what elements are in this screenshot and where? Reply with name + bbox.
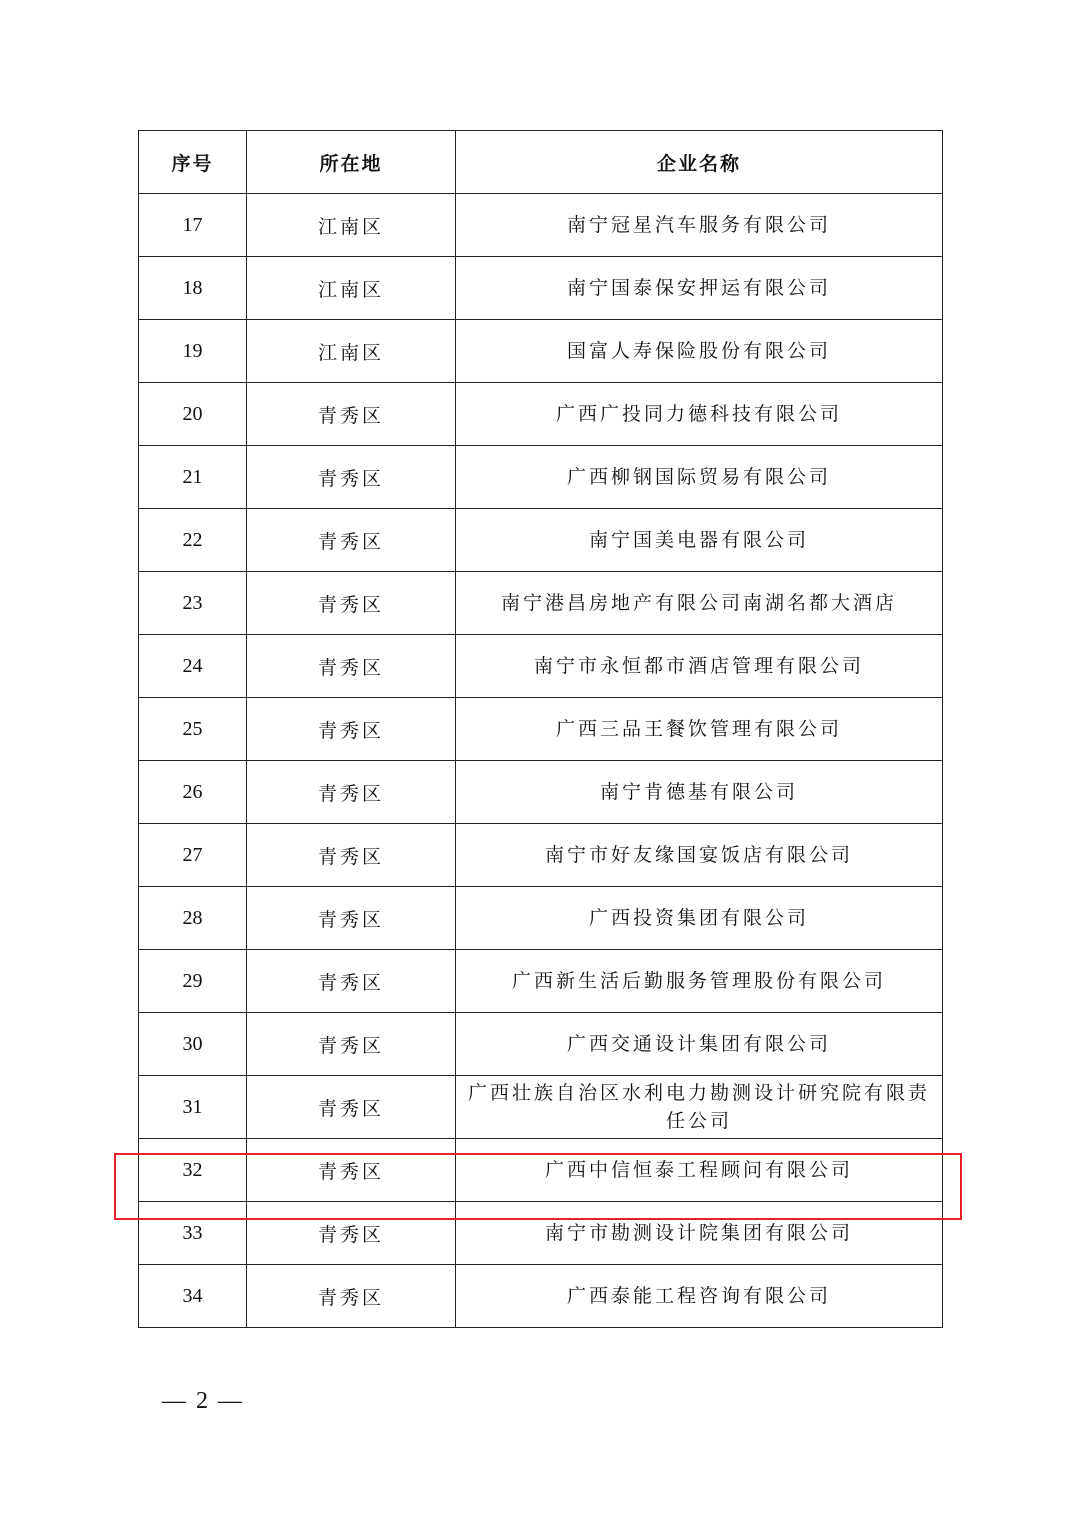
table-row — [139, 698, 943, 761]
row-company-name: 广西壮族自治区水利电力勘测设计研究院有限责任公司 — [456, 1076, 943, 1139]
table-row — [139, 635, 943, 698]
table-row — [139, 446, 943, 509]
row-company-name: 广西泰能工程咨询有限公司 — [456, 1265, 943, 1328]
row-serial-number: 29 — [139, 950, 247, 1013]
row-serial-number: 21 — [139, 446, 247, 509]
table-row — [139, 509, 943, 572]
header-location: 所在地 — [247, 131, 456, 194]
row-serial-number: 31 — [139, 1076, 247, 1139]
table-row — [139, 761, 943, 824]
row-company-name: 南宁冠星汽车服务有限公司 — [456, 194, 943, 257]
row-serial-number: 34 — [139, 1265, 247, 1328]
table-row-highlighted — [139, 1139, 943, 1202]
row-company-name: 南宁国美电器有限公司 — [456, 509, 943, 572]
row-location: 江南区 — [247, 194, 456, 257]
table-row — [139, 887, 943, 950]
row-serial-number: 20 — [139, 383, 247, 446]
row-company-name: 广西广投同力德科技有限公司 — [456, 383, 943, 446]
header-serial-number: 序号 — [139, 131, 247, 194]
table-body — [139, 194, 943, 1328]
row-company-name: 南宁国泰保安押运有限公司 — [456, 257, 943, 320]
table-row — [139, 824, 943, 887]
row-company-name: 南宁市勘测设计院集团有限公司 — [456, 1202, 943, 1265]
row-company-name: 南宁市好友缘国宴饭店有限公司 — [456, 824, 943, 887]
row-serial-number: 28 — [139, 887, 247, 950]
row-location: 青秀区 — [247, 1076, 456, 1139]
row-serial-number: 23 — [139, 572, 247, 635]
row-location: 青秀区 — [247, 572, 456, 635]
row-company-name: 南宁港昌房地产有限公司南湖名都大酒店 — [456, 572, 943, 635]
row-serial-number: 30 — [139, 1013, 247, 1076]
row-company-name: 南宁肯德基有限公司 — [456, 761, 943, 824]
row-location: 江南区 — [247, 257, 456, 320]
row-location: 青秀区 — [247, 1202, 456, 1265]
table-row — [139, 1265, 943, 1328]
row-location: 江南区 — [247, 320, 456, 383]
row-serial-number: 17 — [139, 194, 247, 257]
row-location: 青秀区 — [247, 1265, 456, 1328]
row-serial-number: 19 — [139, 320, 247, 383]
table-row — [139, 320, 943, 383]
row-serial-number: 32 — [139, 1139, 247, 1202]
row-company-name: 广西中信恒泰工程顾问有限公司 — [456, 1139, 943, 1202]
row-company-name: 广西柳钢国际贸易有限公司 — [456, 446, 943, 509]
row-company-name: 南宁市永恒都市酒店管理有限公司 — [456, 635, 943, 698]
table-row — [139, 1202, 943, 1265]
row-company-name: 国富人寿保险股份有限公司 — [456, 320, 943, 383]
row-serial-number: 27 — [139, 824, 247, 887]
row-location: 青秀区 — [247, 824, 456, 887]
row-serial-number: 25 — [139, 698, 247, 761]
row-serial-number: 18 — [139, 257, 247, 320]
table-row — [139, 1076, 943, 1139]
enterprise-table — [138, 130, 943, 1328]
row-company-name: 广西新生活后勤服务管理股份有限公司 — [456, 950, 943, 1013]
row-company-name: 广西三品王餐饮管理有限公司 — [456, 698, 943, 761]
row-location: 青秀区 — [247, 887, 456, 950]
row-company-name: 广西投资集团有限公司 — [456, 887, 943, 950]
table-row — [139, 1013, 943, 1076]
table-row — [139, 572, 943, 635]
row-location: 青秀区 — [247, 950, 456, 1013]
row-serial-number: 33 — [139, 1202, 247, 1265]
row-location: 青秀区 — [247, 509, 456, 572]
row-location: 青秀区 — [247, 1139, 456, 1202]
row-location: 青秀区 — [247, 383, 456, 446]
row-serial-number: 26 — [139, 761, 247, 824]
row-serial-number: 22 — [139, 509, 247, 572]
page-number: — 2 — — [162, 1388, 244, 1414]
row-location: 青秀区 — [247, 635, 456, 698]
table-header-row — [139, 131, 943, 194]
table-row — [139, 257, 943, 320]
row-location: 青秀区 — [247, 698, 456, 761]
row-location: 青秀区 — [247, 1013, 456, 1076]
row-serial-number: 24 — [139, 635, 247, 698]
table-row — [139, 194, 943, 257]
table-row — [139, 950, 943, 1013]
row-location: 青秀区 — [247, 761, 456, 824]
row-company-name: 广西交通设计集团有限公司 — [456, 1013, 943, 1076]
row-location: 青秀区 — [247, 446, 456, 509]
table-row — [139, 383, 943, 446]
header-company-name: 企业名称 — [456, 131, 943, 194]
